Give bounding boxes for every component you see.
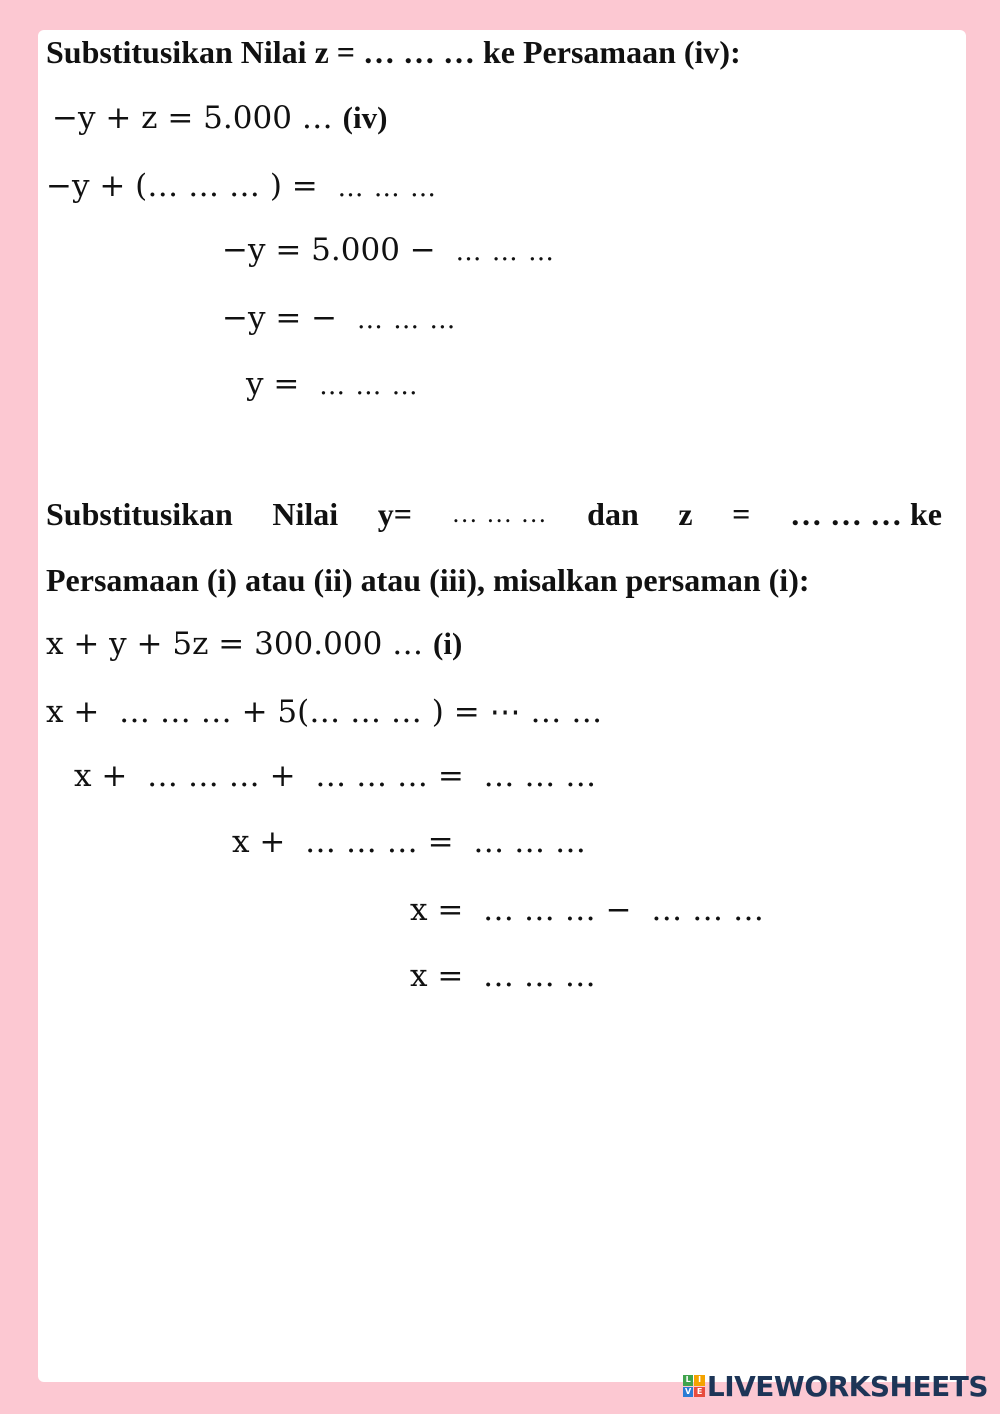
equation-line-b6: x = … … … <box>410 958 596 994</box>
liveworksheets-logo[interactable] <box>683 1368 988 1404</box>
logo-mark-icon: L I V E <box>683 1375 705 1397</box>
equation-line-b5: x = … … … − … … … <box>410 892 764 928</box>
equation-line-3: −y = 5.000 − … … … <box>222 232 555 268</box>
equation-line-b3: x + … … … + … … … = … … … <box>74 758 597 794</box>
section2-heading: Substitusikan Nilai y= … … … dan z = … … … ke <box>46 496 942 532</box>
section2-heading-line2: Persamaan (i) atau (ii) atau (iii), misalkan persaman (i): <box>46 562 810 598</box>
equation-line-b4: x + … … … = … … … <box>232 824 586 860</box>
equation-line-4: −y = − … … … <box>222 300 457 336</box>
equation-line-2: −y + (… … … ) = … … … <box>46 168 437 204</box>
equation-line-5: y = … … … <box>246 366 419 402</box>
equation-line-b2: x + … … … + 5(… … … ) = ⋯ … … <box>46 694 603 730</box>
logo-text: LIVEWORKSHEETS <box>706 1369 988 1403</box>
section1-heading: Substitusikan Nilai z = … … … ke Persamaan (iv): <box>46 34 741 70</box>
equation-iv: −y + z = 5.000 … (iv) <box>52 100 388 136</box>
equation-i: x + y + 5z = 300.000 … (i) <box>46 626 463 662</box>
